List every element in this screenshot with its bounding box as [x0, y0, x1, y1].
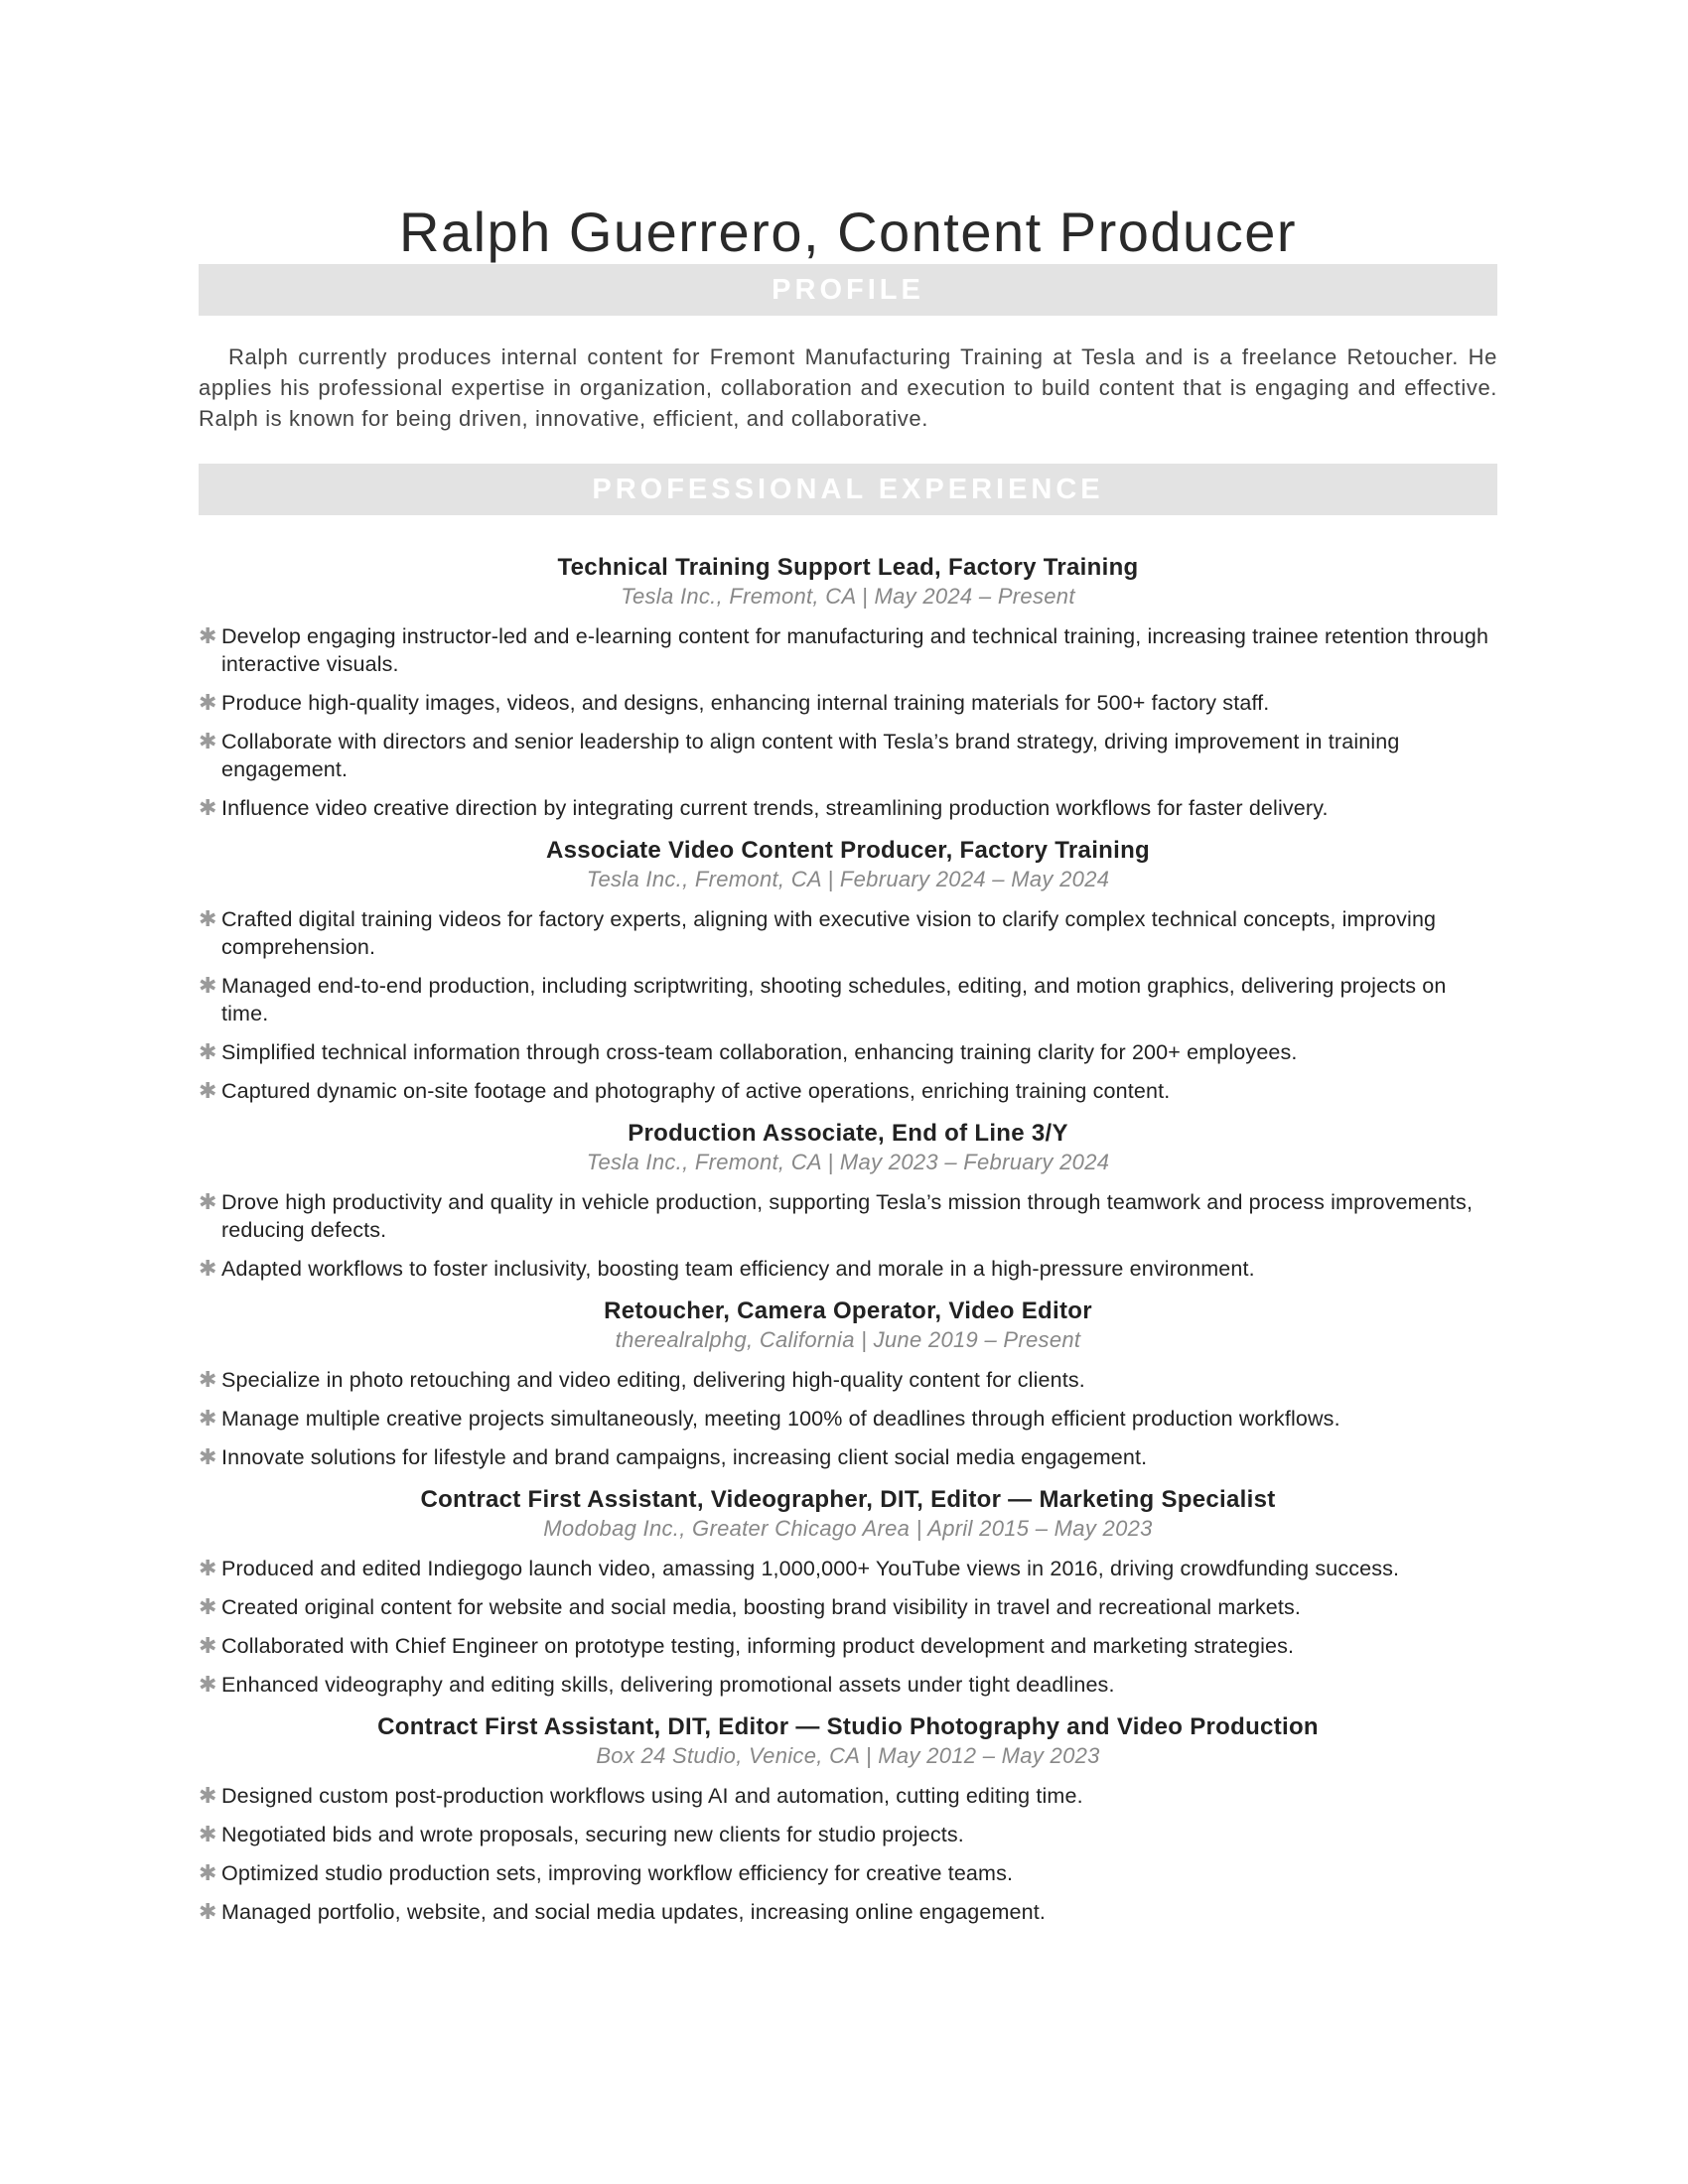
bullet-text: Drove high productivity and quality in vehicle production, supporting Tesla’s mission through teamwork and process improvements, reducing defects. [221, 1190, 1474, 1242]
list-item [199, 1188, 1497, 1244]
asterisk-bullet-icon: ✱ [199, 1594, 217, 1619]
job-bullet-list [199, 1366, 1497, 1471]
bullet-text: Influence video creative direction by integrating current trends, streamlining production workflows for faster delivery. [221, 796, 1329, 820]
experience-list [199, 553, 1497, 1926]
bullet-text: Collaborate with directors and senior leadership to align content with Tesla’s brand strategy, driving improvement in training engagement. [221, 730, 1400, 781]
bullet-text: Enhanced videography and editing skills, delivering promotional assets under tight deadlines. [221, 1673, 1115, 1697]
list-item [199, 1366, 1497, 1394]
asterisk-bullet-icon: ✱ [199, 1039, 217, 1064]
bullet-text: Collaborated with Chief Engineer on prototype testing, informing product development and marketing strategies. [221, 1634, 1295, 1658]
asterisk-bullet-icon: ✱ [199, 1444, 217, 1469]
bullet-text: Develop engaging instructor-led and e-learning content for manufacturing and technical training, increasing trainee retention through interactive visuals. [221, 624, 1489, 676]
list-item [199, 794, 1497, 822]
job-entry [199, 1485, 1497, 1699]
bullet-text: Adapted workflows to foster inclusivity, boosting team efficiency and morale in a high-pressure environment. [221, 1257, 1255, 1281]
list-item [199, 1782, 1497, 1810]
list-item [199, 1821, 1497, 1848]
job-title: Associate Video Content Producer, Factory Training [545, 837, 1151, 864]
list-item [199, 1898, 1497, 1926]
experience-heading: PROFESSIONAL EXPERIENCE [199, 464, 1497, 515]
asterisk-bullet-icon: ✱ [199, 729, 217, 753]
asterisk-bullet-icon: ✱ [199, 1633, 217, 1658]
asterisk-bullet-icon: ✱ [199, 1556, 217, 1580]
asterisk-bullet-icon: ✱ [199, 795, 217, 820]
job-bullet-list [199, 622, 1497, 822]
asterisk-bullet-icon: ✱ [199, 1783, 217, 1808]
job-title: Production Associate, End of Line 3/Y [628, 1120, 1068, 1147]
job-entry [199, 1712, 1497, 1926]
asterisk-bullet-icon: ✱ [199, 1256, 217, 1281]
list-item [199, 1405, 1497, 1433]
bullet-text: Produce high-quality images, videos, and designs, enhancing internal training materials for 500+ factory staff. [221, 691, 1270, 715]
list-item [199, 1671, 1497, 1699]
asterisk-bullet-icon: ✱ [199, 906, 217, 931]
resume-content [199, 199, 1497, 1940]
asterisk-bullet-icon: ✱ [199, 623, 217, 648]
job-title: Retoucher, Camera Operator, Video Editor [604, 1297, 1092, 1324]
asterisk-bullet-icon: ✱ [199, 1189, 217, 1214]
list-item [199, 622, 1497, 678]
bullet-text: Manage multiple creative projects simultaneously, meeting 100% of deadlines through efficient production workflows. [221, 1407, 1340, 1431]
job-company-dates: Box 24 Studio, Venice, CA | May 2012 – May 2023 [596, 1743, 1100, 1768]
job-bullet-list [199, 1555, 1497, 1699]
bullet-text: Simplified technical information through cross-team collaboration, enhancing training clarity for 200+ employees. [221, 1040, 1298, 1064]
job-entry [199, 836, 1497, 1105]
bullet-text: Negotiated bids and wrote proposals, securing new clients for studio projects. [221, 1823, 964, 1846]
job-entry [199, 1297, 1497, 1471]
job-entry [199, 1119, 1497, 1283]
list-item [199, 1555, 1497, 1582]
list-item [199, 728, 1497, 783]
job-entry [199, 553, 1497, 822]
job-title: Contract First Assistant, DIT, Editor — Studio Photography and Video Production [377, 1713, 1319, 1740]
list-item [199, 905, 1497, 961]
job-company-dates: Tesla Inc., Fremont, CA | May 2023 – February 2024 [586, 1150, 1110, 1174]
profile-heading: PROFILE [199, 264, 1497, 316]
asterisk-bullet-icon: ✱ [199, 1406, 217, 1431]
list-item [199, 1077, 1497, 1105]
bullet-text: Produced and edited Indiegogo launch video, amassing 1,000,000+ YouTube views in 2016, driving crowdfunding success. [221, 1557, 1400, 1580]
job-company-dates: Modobag Inc., Greater Chicago Area | April 2015 – May 2023 [543, 1516, 1153, 1541]
bullet-text: Crafted digital training videos for factory experts, aligning with executive vision to clarify complex technical concepts, improving comprehension. [221, 907, 1437, 959]
job-title: Technical Training Support Lead, Factory Training [557, 554, 1139, 581]
job-bullet-list [199, 1782, 1497, 1926]
job-bullet-list [199, 905, 1497, 1105]
job-bullet-list [199, 1188, 1497, 1283]
list-item [199, 689, 1497, 717]
asterisk-bullet-icon: ✱ [199, 1860, 217, 1885]
asterisk-bullet-icon: ✱ [199, 1822, 217, 1846]
bullet-text: Managed end-to-end production, including scriptwriting, shooting schedules, editing, and motion graphics, delivering projects on time. [221, 974, 1447, 1025]
job-title: Contract First Assistant, Videographer, DIT, Editor — Marketing Specialist [420, 1486, 1276, 1513]
asterisk-bullet-icon: ✱ [199, 973, 217, 998]
bullet-text: Specialize in photo retouching and video editing, delivering high-quality content for clients. [221, 1368, 1085, 1392]
candidate-name: Ralph Guerrero, Content Producer [399, 201, 1297, 263]
list-item [199, 1255, 1497, 1283]
list-item [199, 1593, 1497, 1621]
job-company-dates: Tesla Inc., Fremont, CA | February 2024 – May 2024 [586, 867, 1110, 891]
profile-summary: Ralph currently produces internal content for Fremont Manufacturing Training at Tesla and is a freelance Retoucher. He applies his professional expertise in organization, collaboration and execution to build content that is engaging and effective. Ralph is known for being driven, innovative, efficient, and collaborative. [199, 344, 1497, 431]
job-company-dates: Tesla Inc., Fremont, CA | May 2024 – Present [621, 584, 1075, 609]
list-item [199, 1443, 1497, 1471]
list-item [199, 1038, 1497, 1066]
list-item [199, 1632, 1497, 1660]
bullet-text: Created original content for website and social media, boosting brand visibility in travel and recreational markets. [221, 1595, 1301, 1619]
bullet-text: Managed portfolio, website, and social media updates, increasing online engagement. [221, 1900, 1046, 1924]
asterisk-bullet-icon: ✱ [199, 1078, 217, 1103]
list-item [199, 972, 1497, 1027]
bullet-text: Optimized studio production sets, improving workflow efficiency for creative teams. [221, 1861, 1014, 1885]
asterisk-bullet-icon: ✱ [199, 1672, 217, 1697]
bullet-text: Captured dynamic on-site footage and photography of active operations, enriching training content. [221, 1079, 1171, 1103]
asterisk-bullet-icon: ✱ [199, 1367, 217, 1392]
asterisk-bullet-icon: ✱ [199, 1899, 217, 1924]
asterisk-bullet-icon: ✱ [199, 690, 217, 715]
job-company-dates: therealralphg, California | June 2019 – Present [615, 1327, 1081, 1352]
list-item [199, 1859, 1497, 1887]
bullet-text: Innovate solutions for lifestyle and brand campaigns, increasing client social media engagement. [221, 1445, 1148, 1469]
bullet-text: Designed custom post-production workflows using AI and automation, cutting editing time. [221, 1784, 1083, 1808]
